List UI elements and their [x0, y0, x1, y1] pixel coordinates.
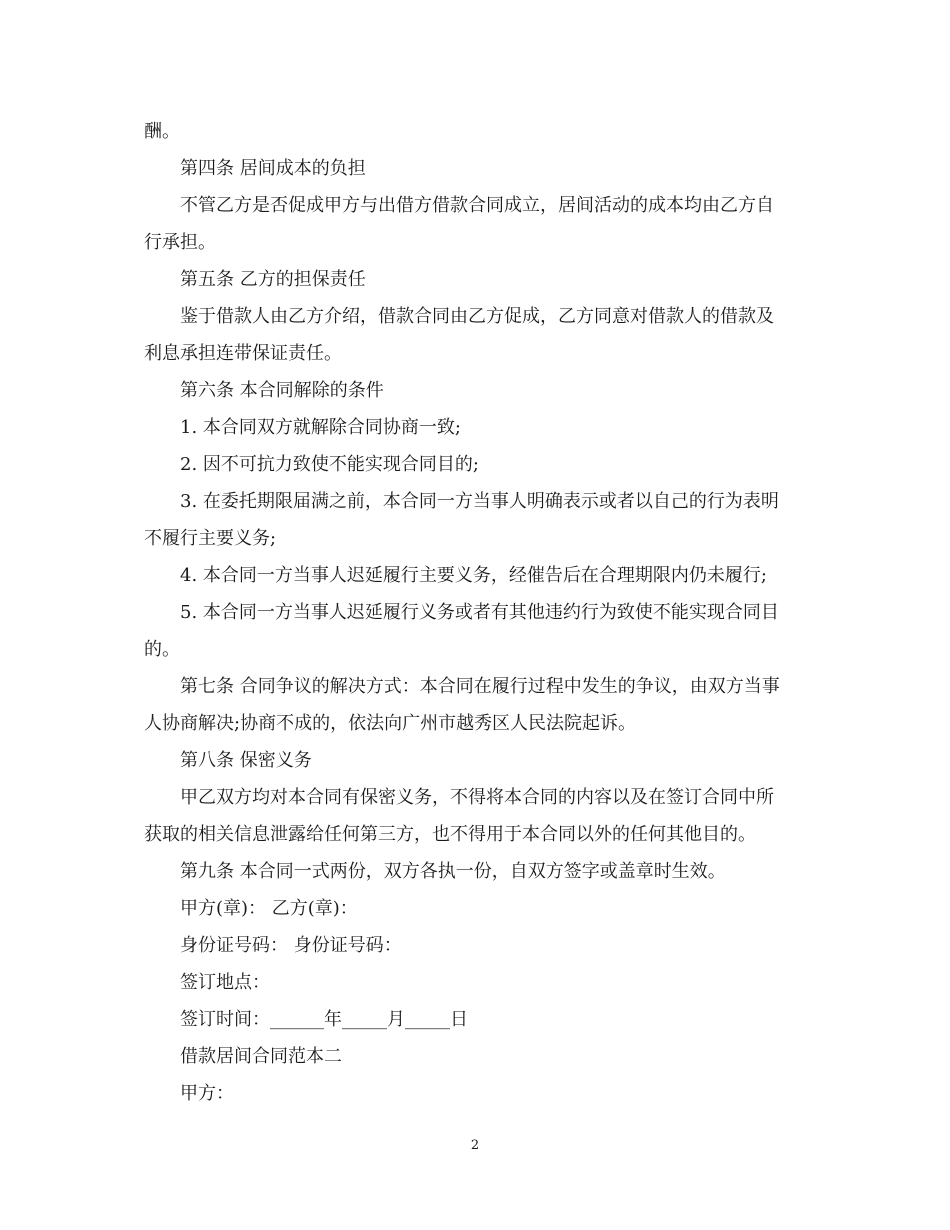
text-line: 行承担。 [144, 232, 216, 253]
article-7-paragraph: 第七条 合同争议的解决方式：本合同在履行过程中发生的争议，由双方当事 [180, 676, 780, 697]
list-item: 4. 本合同一方当事人迟延履行主要义务，经催告后在合理期限内仍未履行; [180, 565, 767, 586]
text-line: 不管乙方是否促成甲方与出借方借款合同成立，居间活动的成本均由乙方自 [180, 195, 774, 216]
signature-seal-line: 甲方(章)： 乙方(章)： [180, 898, 358, 919]
article-9-paragraph: 第九条 本合同一式两份，双方各执一份，自双方签字或盖章时生效。 [180, 861, 726, 882]
text-line: 鉴于借款人由乙方介绍，借款合同由乙方促成，乙方同意对借款人的借款及 [180, 306, 774, 327]
page-number: 2 [470, 1138, 480, 1153]
text-line: 利息承担连带保证责任。 [144, 343, 342, 364]
list-item: 2. 因不可抗力致使不能实现合同目的; [180, 454, 479, 475]
list-item: 1. 本合同双方就解除合同协商一致; [180, 417, 461, 438]
article-8-heading: 第八条 保密义务 [180, 750, 312, 771]
article-5-heading: 第五条 乙方的担保责任 [180, 269, 366, 290]
party-a-line: 甲方： [180, 1083, 234, 1104]
text-line: 不履行主要义务; [144, 528, 277, 549]
text-line: 酬。 [144, 121, 180, 142]
article-6-heading: 第六条 本合同解除的条件 [180, 380, 384, 401]
list-item: 5. 本合同一方当事人迟延履行义务或者有其他违约行为致使不能实现合同目 [180, 602, 779, 623]
text-line: 获取的相关信息泄露给任何第三方，也不得用于本合同以外的任何其他目的。 [144, 824, 756, 845]
text-line: 甲乙双方均对本合同有保密义务，不得将本合同的内容以及在签订合同中所 [180, 787, 774, 808]
signing-date-line: 签订时间：______年_____月_____日 [180, 1009, 468, 1030]
id-number-line: 身份证号码： 身份证号码： [180, 935, 402, 956]
text-line: 的。 [144, 639, 180, 660]
list-item: 3. 在委托期限届满之前，本合同一方当事人明确表示或者以自己的行为表明 [180, 491, 779, 512]
text-line: 人协商解决;协商不成的，依法向广州市越秀区人民法院起诉。 [144, 713, 637, 734]
signing-place-line: 签订地点： [180, 972, 270, 993]
document-body [144, 113, 808, 1112]
article-4-heading: 第四条 居间成本的负担 [180, 158, 366, 179]
template-2-title: 借款居间合同范本二 [180, 1046, 342, 1067]
